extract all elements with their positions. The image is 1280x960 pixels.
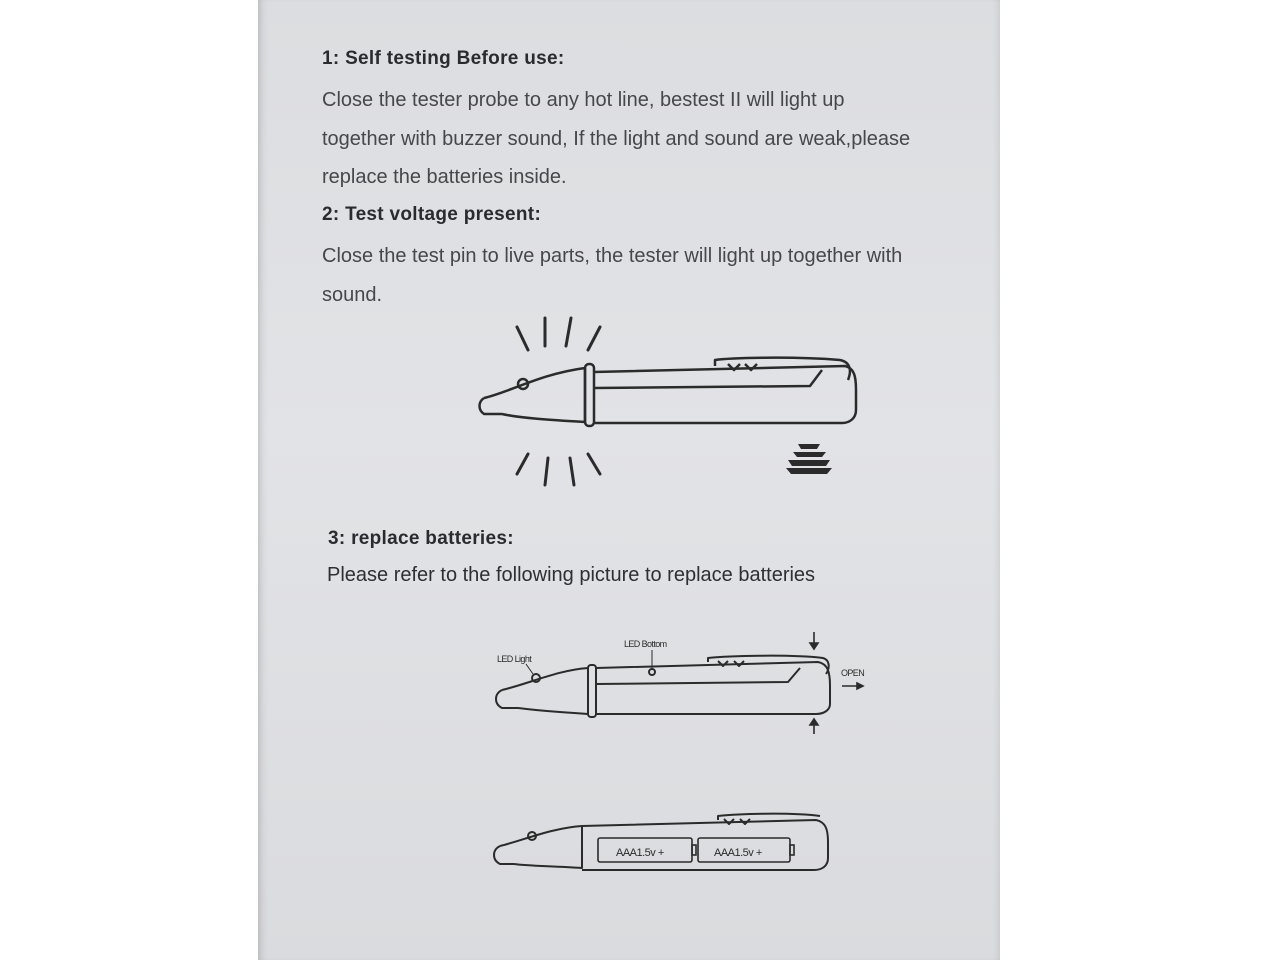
buzzer-sound-icon: [786, 444, 832, 474]
light-ray: [566, 318, 571, 346]
light-ray: [517, 454, 528, 474]
light-ray: [588, 327, 600, 350]
section-2-line-2: sound.: [322, 284, 383, 306]
battery-1-label: AAA1.5v +: [616, 847, 664, 859]
light-ray: [545, 458, 548, 485]
section-1-line-1: Close the tester probe to any hot line, bestest II will light up: [322, 89, 845, 111]
light-ray: [517, 327, 528, 350]
battery-compartment-diagram: [488, 808, 838, 878]
section-1-line-2: together with buzzer sound, If the light and sound are weak,please: [322, 128, 911, 150]
section-3-line-1: Please refer to the following picture to replace batteries: [327, 564, 816, 586]
tester-parts-diagram: [488, 628, 878, 738]
section-1-line-3: replace the batteries inside.: [322, 166, 567, 188]
battery-2-label: AAA1.5v +: [714, 847, 762, 859]
tester-glowing-illustration: [470, 310, 870, 490]
led-button-label: LED Bottom: [624, 639, 667, 649]
section-1-heading: 1: Self testing Before use:: [322, 48, 565, 69]
led-light-label: LED Light: [497, 654, 532, 664]
section-3-heading: 3: replace batteries:: [328, 528, 514, 549]
light-ray: [570, 458, 574, 485]
open-label: OPEN: [841, 668, 865, 678]
section-2-heading: 2: Test voltage present:: [322, 204, 542, 225]
light-ray: [588, 454, 600, 474]
section-2-line-1: Close the test pin to live parts, the tester will light up together with: [322, 245, 903, 267]
